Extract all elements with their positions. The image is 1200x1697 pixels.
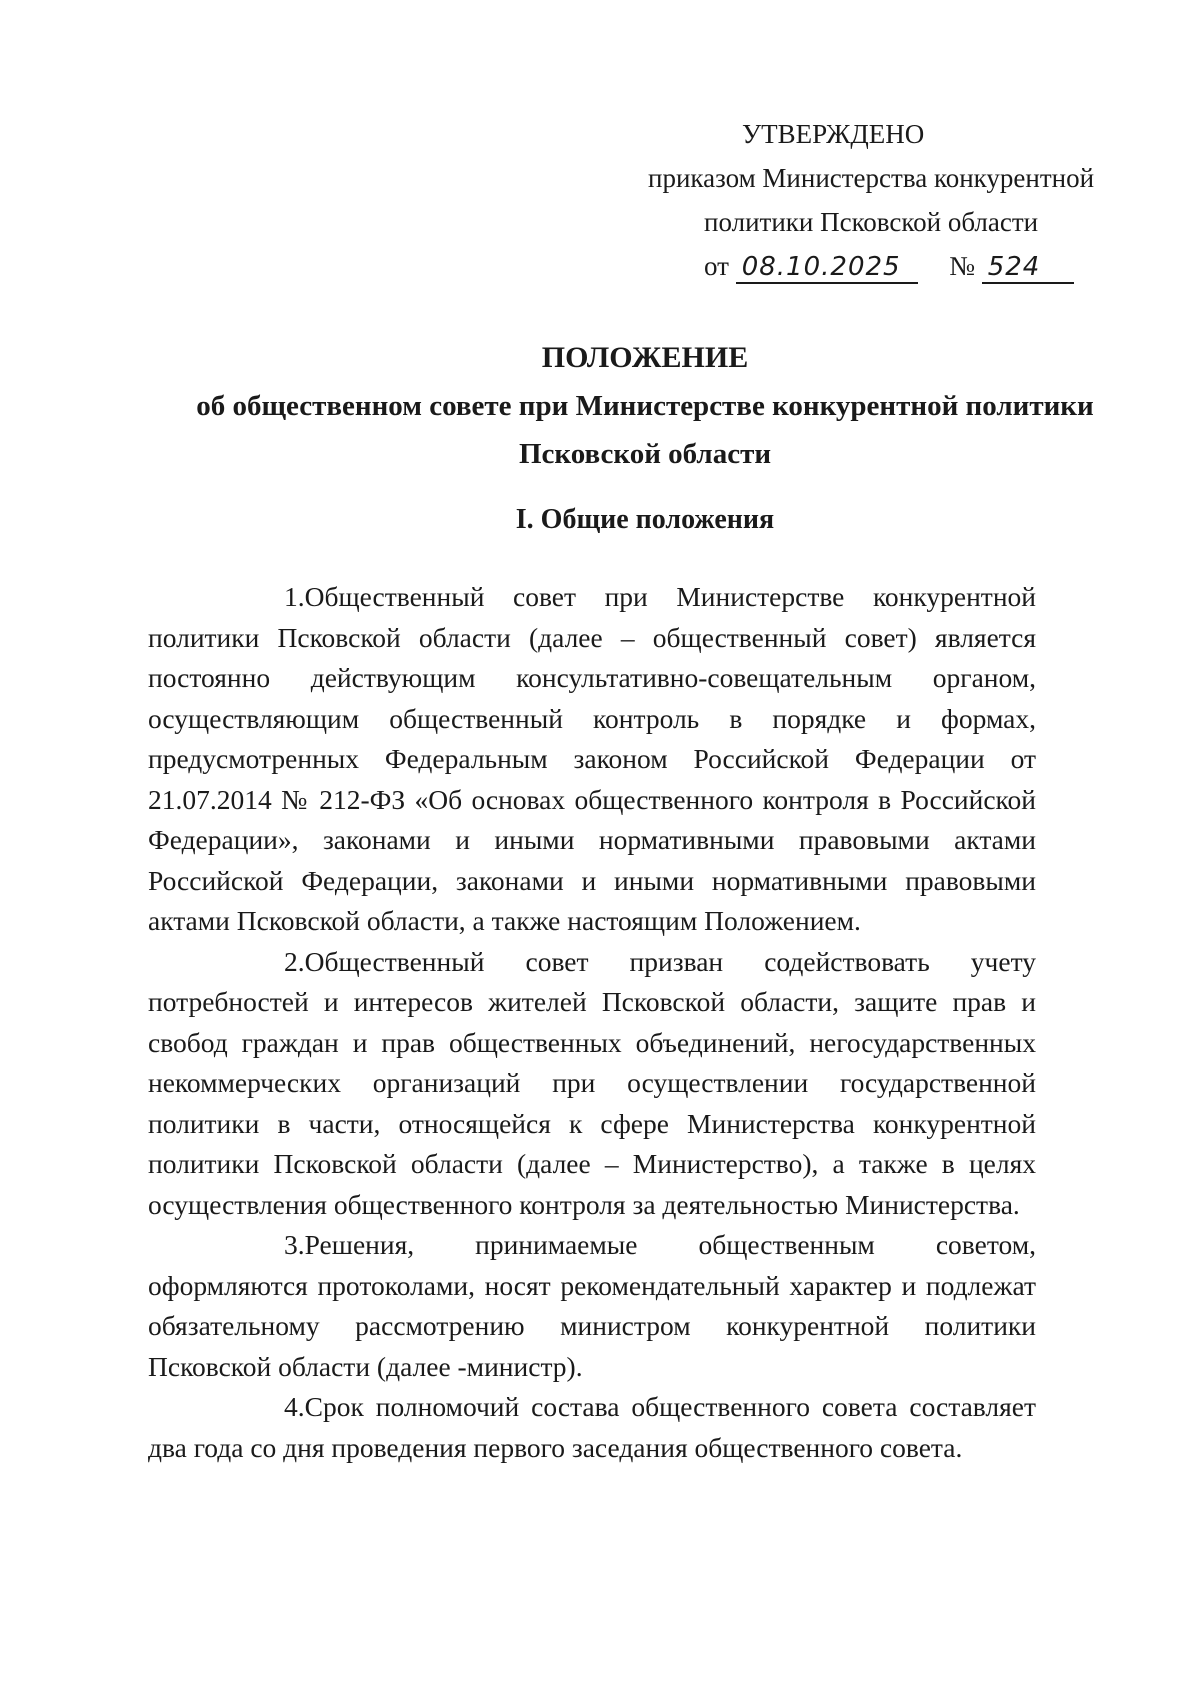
- document-title: ПОЛОЖЕНИЕ: [541, 341, 749, 374]
- paragraph-number: 3.: [284, 1229, 305, 1260]
- document-subtitle-line2: Псковской области: [518, 438, 772, 470]
- number-label: №: [949, 251, 975, 281]
- paragraph-text: Срок полномочий состава общественного совета составляет два года со дня проведения первого заседания общественного совета.: [148, 1391, 1036, 1463]
- paragraph-1: [148, 577, 1036, 942]
- approved-label: УТВЕРЖДЕНО: [742, 119, 925, 149]
- document-title-block: [150, 334, 1140, 478]
- paragraph-4: [148, 1387, 1036, 1468]
- section-heading: I. Общие положения: [515, 504, 775, 535]
- paragraph-number: 2.: [284, 945, 305, 977]
- document-subtitle-line1: об общественном совете при Министерстве конкурентной политики: [196, 390, 1094, 422]
- handwritten-number: 524: [982, 252, 1074, 284]
- paragraph-2: [148, 942, 1036, 1226]
- approval-stamp: [600, 112, 1095, 288]
- paragraph-text: Решения, принимаемые общественным советом, оформляются протоколами, носят рекомендательный характер и подлежат обязательному рассмотрению министром конкурентной политики Псковской области (далее -министр).: [148, 1229, 1036, 1382]
- handwritten-date: 08.10.2025: [736, 252, 918, 284]
- from-label: от: [704, 251, 729, 281]
- paragraph-number: 4.: [284, 1391, 305, 1422]
- approval-order-line: приказом Министерства конкурентной: [648, 163, 1095, 193]
- paragraph-number: 1.: [284, 581, 305, 612]
- paragraph-3: [148, 1225, 1036, 1387]
- paragraph-text: Общественный совет призван содействовать учету потребностей и интересов жителей Псковской области, защите прав и свобод граждан и прав общественных объединений, негосударственных некоммерческих организаций при осуществлении государственной политики в части, относящейся к сфере Министерства конкурентной политики Псковской области (далее – Министерство), а также в целях осуществления общественного контроля за деятельностью Министерства.: [148, 945, 1036, 1220]
- document-body: [148, 577, 1036, 1468]
- paragraph-text: Общественный совет при Министерстве конкурентной политики Псковской области (далее – общественный совет) является постоянно действующим консультативно-совещательным органом, осуществляющим общественный контроль в порядке и формах, предусмотренных Федеральным законом Российской Федерации от 21.07.2014 № 212-ФЗ «Об основах общественного контроля в Российской Федерации», законами и иными нормативными правовыми актами Российской Федерации, законами и иными нормативными правовыми актами Псковской области, а также настоящим Положением.: [148, 581, 1036, 936]
- approval-date-row: [600, 244, 1080, 288]
- approval-ministry-line: политики Псковской области: [704, 207, 1039, 237]
